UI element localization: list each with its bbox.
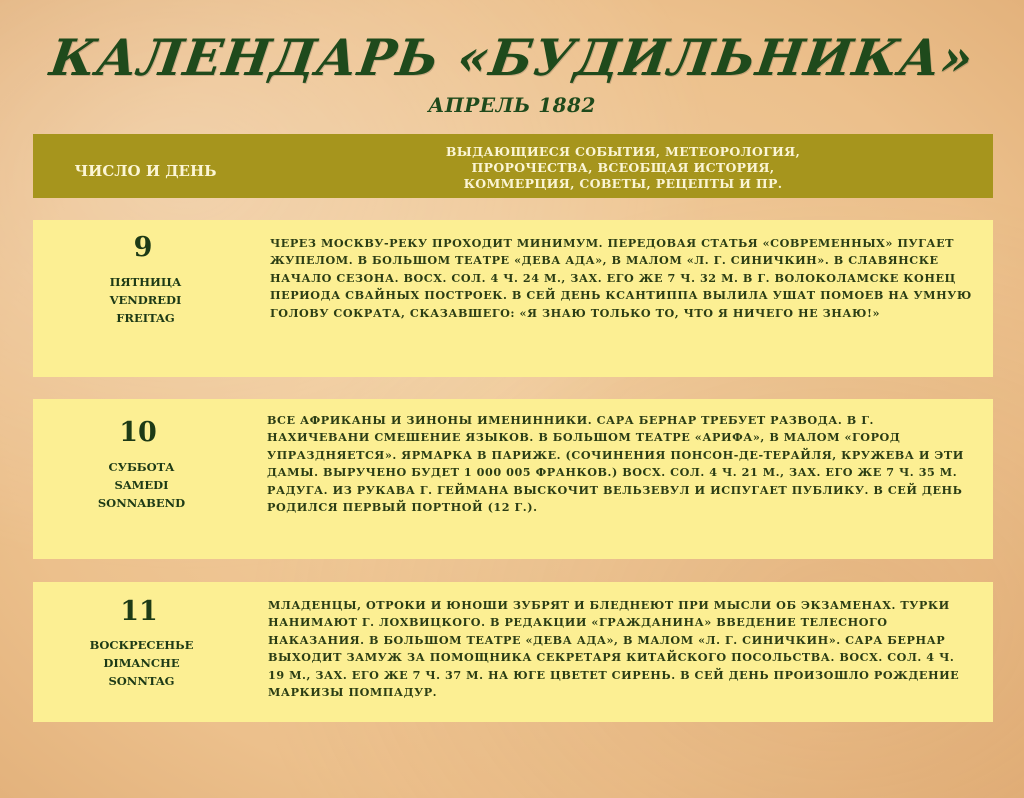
page-title: КАЛЕНДАРЬ «БУДИЛЬНИКА» — [46, 28, 978, 87]
day-events-text: ВСЕ АФРИКАНЫ И ЗИНОНЫ ИМЕНИННИКИ. САРА БЕРНАР ТРЕБУЕТ РАЗВОДА. В Г. НАХИЧЕВАНИ СМЕШЕНИЕ ЯЗЫКОВ. В БОЛЬШОМ ТЕАТРЕ «АРИФА», В МАЛОМ «ГОРОД УПРАЗДНЯЕТСЯ». ЯРМАРКА В ПАРИЖЕ. (СОЧИНЕНИЯ ПОНСОН-ДЕ-ТЕРАЙЛЯ, КРУЖЕВА И ЭТИ ДАМЫ. ВЫРУЧЕНО БУДЕТ 1 000 005 ФРАНКОВ.) ВОСХ. СОЛ. 4 Ч. 21 М., ЗАХ. ЕГО ЖЕ 7 Ч. 35 М. РАДУГА. ИЗ РУКАВА Г. ГЕЙМАНА ВЫСКОЧИТ ВЕЛЬЗЕВУЛ И ИСПУГАЕТ ПУБЛИКУ. В СЕЙ ДЕНЬ РОДИЛСЯ ПЕРВЫЙ ПОРТНОЙ (12 Г.). — [267, 413, 964, 515]
day-events-text: МЛАДЕНЦЫ, ОТРОКИ И ЮНОШИ ЗУБРЯТ И БЛЕДНЕЮТ ПРИ МЫСЛИ ОБ ЭКЗАМЕНАХ. ТУРКИ НАНИМАЮТ Г. ЛОХВИЦКОГО. В РЕДАКЦИИ «ГРАЖДАНИНА» ВВЕДЕНИЕ ТЕЛЕСНОГО НАКАЗАНИЯ. В БОЛЬШОМ ТЕАТРЕ «ДЕВА АДА», В МАЛОМ «Л. Г. СИНИЧКИН». САРА БЕРНАР ВЫХОДИТ ЗАМУЖ ЗА ПОМОЩНИКА СЕКРЕТАРЯ КИТАЙСКОГО ПОСОЛЬСТВА. ВОСХ. СОЛ. 4 Ч. 19 М., ЗАХ. ЕГО ЖЕ 7 Ч. 37 М. НА ЮГЕ ЦВЕТЕТ СИРЕНЬ. В СЕЙ ДЕНЬ ПРОИЗОШЛО РОЖДЕНИЕ МАРКИЗЫ ПОМПАДУР. — [268, 598, 960, 700]
day-entry — [33, 582, 993, 722]
day-name-fr: DIMANCHE — [103, 656, 180, 670]
header-events-line: ВЫДАЮЩИЕСЯ СОБЫТИЯ, МЕТЕОРОЛОГИЯ, — [445, 144, 801, 159]
table-header — [33, 134, 993, 198]
day-name-fr: SAMEDI — [114, 478, 169, 492]
day-name-ru: СУББОТА — [108, 460, 175, 474]
day-name-ru: ПЯТНИЦА — [109, 275, 182, 289]
day-events-text: ЧЕРЕЗ МОСКВУ-РЕКУ ПРОХОДИТ МИНИМУМ. ПЕРЕДОВАЯ СТАТЬЯ «СОВРЕМЕННЫХ» ПУГАЕТ ЖУПЕЛОМ. В БОЛЬШОМ ТЕАТРЕ «ДЕВА АДА», В МАЛОМ «Л. Г. СИНИЧКИН». В СЛАВЯНСКЕ НАЧАЛО СЕЗОНА. ВОСХ. СОЛ. 4 Ч. 24 М., ЗАХ. ЕГО ЖЕ 7 Ч. 32 М. В Г. ВОЛОКОЛАМСКЕ КОНЕЦ ПЕРИОДА СВАЙНЫХ ПОСТРОЕК. В СЕЙ ДЕНЬ КСАНТИППА ВЫЛИЛА УШАТ ПОМОЕВ НА УМНУЮ ГОЛОВУ СОКРАТА, СКАЗАВШЕГО: «Я ЗНАЮ ТОЛЬКО ТО, ЧТО Я НИЧЕГО НЕ ЗНАЮ!» — [270, 236, 972, 320]
header-events-column — [263, 144, 983, 192]
day-name-de: FREITAG — [116, 311, 175, 325]
day-number: 10 — [119, 417, 157, 448]
header-events-line: КОММЕРЦИЯ, СОВЕТЫ, РЕЦЕПТЫ И ПР. — [463, 176, 783, 191]
header-day-column: ЧИСЛО И ДЕНЬ — [74, 162, 217, 180]
day-name-ru: ВОСКРЕСЕНЬЕ — [89, 638, 194, 652]
day-name-fr: VENDREDI — [109, 293, 182, 307]
day-number: 9 — [133, 232, 153, 263]
day-entry — [33, 399, 993, 559]
header-events-line: ПРОРОЧЕСТВА, ВСЕОБЩАЯ ИСТОРИЯ, — [471, 160, 775, 175]
day-names — [33, 273, 258, 327]
day-entry — [33, 220, 993, 377]
day-number: 11 — [120, 596, 158, 627]
page-subtitle: АПРЕЛЬ 1882 — [428, 93, 596, 117]
day-names — [29, 458, 254, 512]
day-name-de: SONNABEND — [97, 496, 186, 510]
day-names — [29, 636, 254, 690]
day-name-de: SONNTAG — [108, 674, 175, 688]
